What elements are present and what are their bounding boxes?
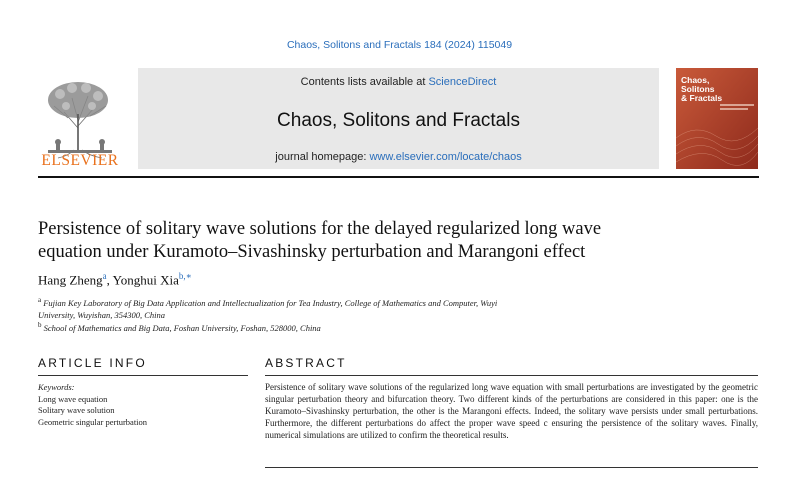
affiliation-mark: b [38,321,42,329]
keyword-item: Geometric singular perturbation [38,416,148,427]
journal-homepage-link[interactable]: www.elsevier.com/locate/chaos [369,151,522,163]
publisher-wordmark: ELSEVIER [41,152,119,169]
cover-title [681,76,757,103]
article-info-heading: ARTICLE INFO [38,356,147,370]
abstract-text: Persistence of solitary wave solutions of the regularized long wave equation with small perturbations are investigated by the geometric singular perturbation theory and bifurcation theory. Two different kinds of the perturbations are considered in this paper: one is the Kuramoto–Sivashinsky perturbation, the other is the Marangoni effects. Indeed, the solitary wave persists under small perturbations. Furthermore, the different perturbations do affect the proper wave speed c ensuring the persistence of the solitary waves. Finally, numerical simulations are utilized to confirm the theoretical results. [265,382,758,440]
affiliation-text-line-1: Fujian Key Laboratory of Big Data Application and Intellectualization for Tea Industry, College of Mathematics and Computer, Wuyi [43,297,498,308]
affiliation-a [38,294,598,321]
abstract-bottom-divider [265,467,758,468]
affiliation-mark: a [38,296,42,304]
cover-line-2: Solitons [681,84,715,94]
article-info-divider [38,375,248,376]
abstract-heading: ABSTRACT [265,356,347,370]
affiliation-b [38,319,598,334]
contents-prefix: Contents lists available at [300,76,429,88]
contents-line [138,76,659,88]
homepage-prefix: journal homepage: [275,151,370,163]
sciencedirect-link[interactable]: ScienceDirect [428,76,497,88]
homepage-line [138,151,659,163]
article-title-line-2: equation under Kuramoto–Sivashinsky perturbation and Marangoni effect [38,242,586,262]
cover-line-1: Chaos, [681,75,710,85]
header-divider [38,176,759,178]
abstract-divider [265,375,758,376]
article-title [38,218,738,264]
affiliation-text: School of Mathematics and Big Data, Foshan University, Foshan, 528000, China [43,322,321,333]
author-affiliation-mark[interactable]: a [102,271,107,281]
author-name[interactable]: Hang Zheng [38,272,103,288]
keyword-item: Long wave equation [38,393,108,404]
cover-line-3: & Fractals [681,93,723,103]
author-list: Hang Zheng$^a$, Yonghui Xia$^{b,∗}$ [38,271,192,288]
article-title-line-1: Persistence of solitary wave solutions for the delayed regularized long wave [38,219,602,239]
keywords-label: Keywords: [38,382,75,392]
affiliation-text-line-2: University, Wuyishan, 354300, China [38,309,166,320]
keyword-item: Solitary wave solution [38,405,115,415]
keywords-block [38,382,248,428]
author-name[interactable]: Yonghui Xia [112,272,179,288]
journal-title: Chaos, Solitons and Fractals [277,110,520,131]
author-affiliation-mark[interactable]: b,∗ [178,271,192,281]
journal-reference-link[interactable]: Chaos, Solitons and Fractals 184 (2024) 115049 [286,39,513,51]
